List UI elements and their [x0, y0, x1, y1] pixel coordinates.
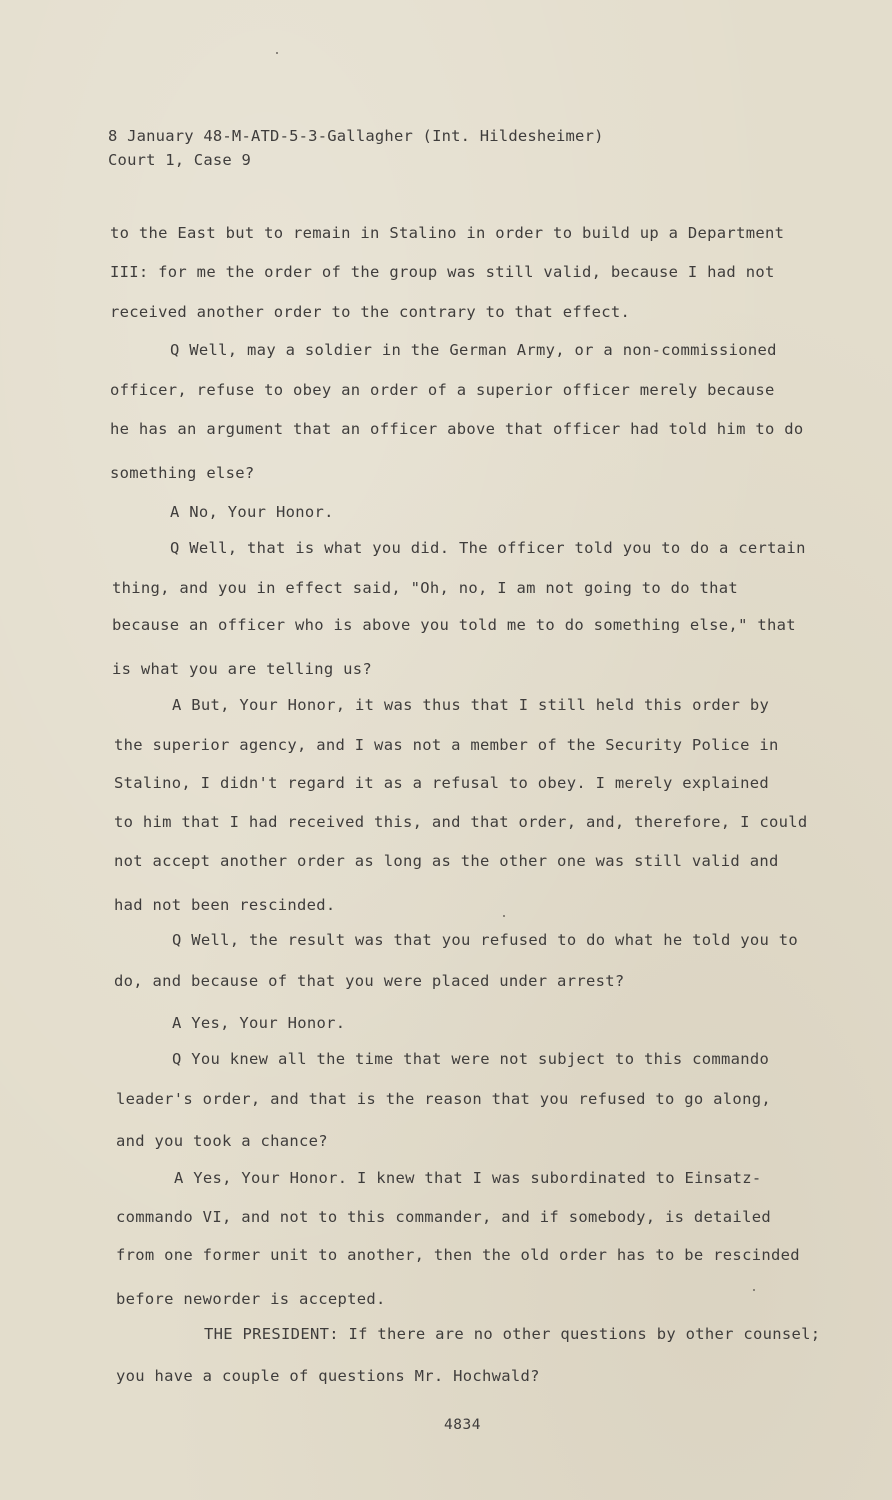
- text-line: A But, Your Honor, it was thus that I still held this order by: [172, 696, 770, 714]
- text-line: do, and because of that you were placed under arrest?: [114, 972, 625, 990]
- text-line: the superior agency, and I was not a member of the Security Police in: [114, 736, 779, 754]
- text-line: not accept another order as long as the other one was still valid and: [114, 852, 779, 870]
- text-line: is what you are telling us?: [112, 660, 373, 678]
- paper-speck: [503, 915, 505, 917]
- text-line: A Yes, Your Honor. I knew that I was subordinated to Einsatz-: [174, 1169, 762, 1187]
- text-line: before neworder is accepted.: [116, 1290, 386, 1308]
- text-line: leader's order, and that is the reason that you refused to go along,: [116, 1090, 771, 1108]
- text-line: to the East but to remain in Stalino in order to build up a Department: [110, 224, 785, 242]
- text-line: Stalino, I didn't regard it as a refusal to obey. I merely explained: [114, 774, 769, 792]
- text-line: from one former unit to another, then the old order has to be rescinded: [116, 1246, 800, 1264]
- text-line: THE PRESIDENT: If there are no other questions by other counsel;: [204, 1325, 821, 1343]
- page-number: 4834: [444, 1417, 481, 1433]
- text-line: III: for me the order of the group was still valid, because I had not: [110, 263, 775, 281]
- document-header: [108, 124, 604, 172]
- paper-speck: [753, 1289, 755, 1291]
- text-line: received another order to the contrary to that effect.: [110, 303, 631, 321]
- paper-speck: [276, 52, 278, 54]
- header-court-line: Court 1, Case 9: [108, 151, 251, 169]
- header-date-line: 8 January 48-M-ATD-5-3-Gallagher (Int. Hildesheimer): [108, 127, 604, 145]
- text-line: something else?: [110, 464, 255, 482]
- text-line: thing, and you in effect said, "Oh, no, I am not going to do that: [112, 579, 739, 597]
- text-line: to him that I had received this, and that order, and, therefore, I could: [114, 813, 808, 831]
- text-line: commando VI, and not to this commander, and if somebody, is detailed: [116, 1208, 771, 1226]
- text-line: A Yes, Your Honor.: [172, 1014, 346, 1032]
- text-line: Q Well, the result was that you refused to do what he told you to: [172, 931, 799, 949]
- text-line: he has an argument that an officer above that officer had told him to do: [110, 420, 804, 438]
- text-line: A No, Your Honor.: [170, 503, 334, 521]
- text-line: had not been rescinded.: [114, 896, 336, 914]
- text-line: and you took a chance?: [116, 1132, 328, 1150]
- text-line: officer, refuse to obey an order of a superior officer merely because: [110, 381, 775, 399]
- text-line: Q You knew all the time that were not subject to this commando: [172, 1050, 770, 1068]
- text-line: you have a couple of questions Mr. Hochwald?: [116, 1367, 540, 1385]
- text-line: because an officer who is above you told me to do something else," that: [112, 616, 796, 634]
- text-line: Q Well, that is what you did. The officer told you to do a certain: [170, 539, 806, 557]
- text-line: Q Well, may a soldier in the German Army, or a non-commissioned: [170, 341, 777, 359]
